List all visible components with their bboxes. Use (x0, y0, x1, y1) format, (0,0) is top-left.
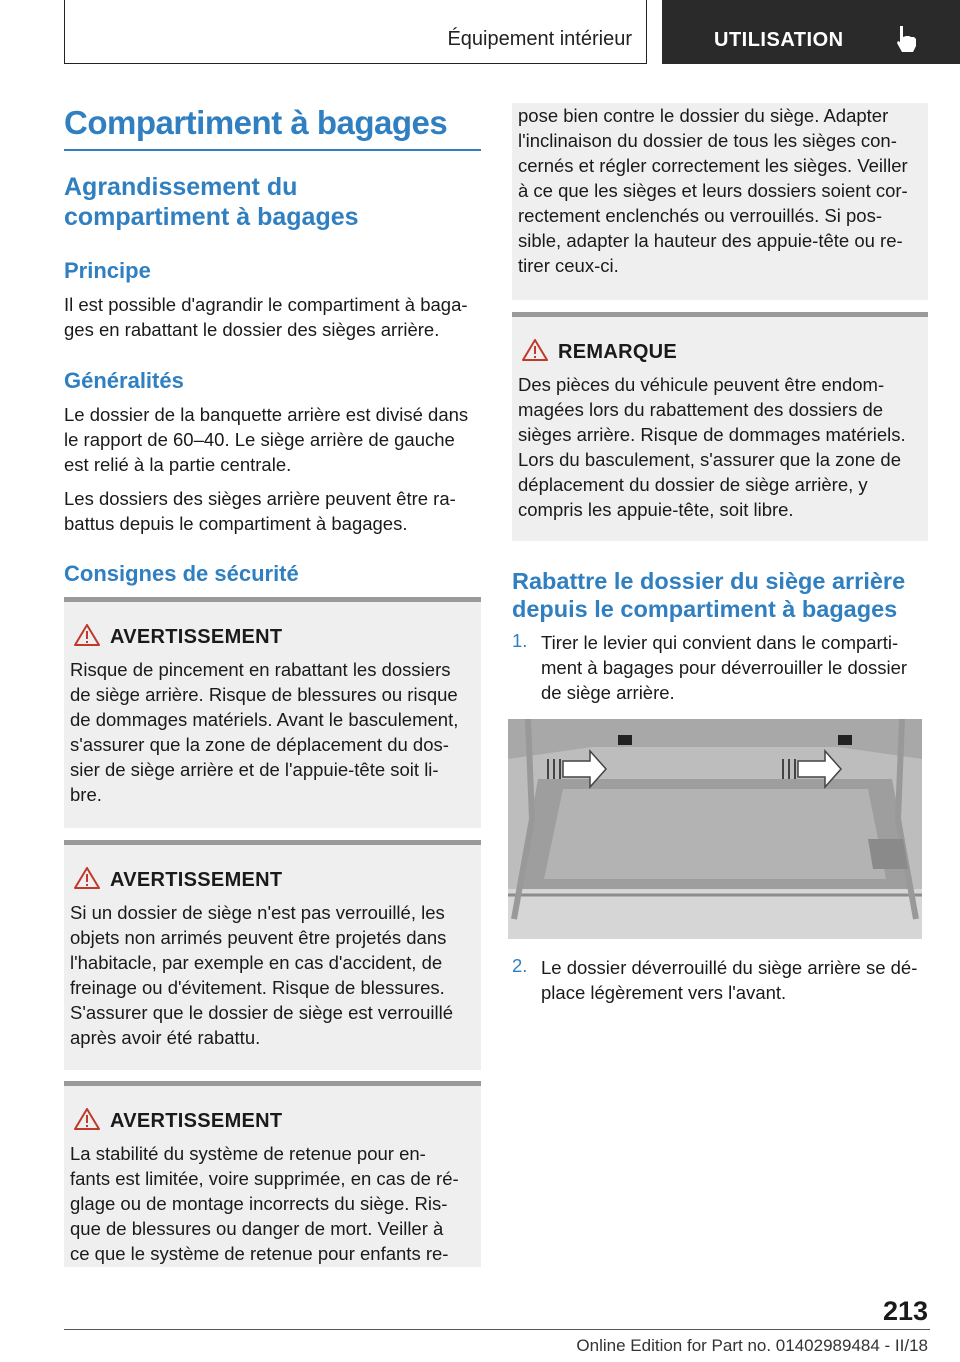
section-heading-enlarge (64, 172, 359, 232)
text-line: de dommages matériels. Avant le basculement, (70, 709, 459, 730)
text-line: s'assurer que la zone de déplacement du dos- (70, 734, 449, 755)
warning-text-continued (518, 103, 908, 278)
text-line: Lors du basculement, s'assurer que la zone de (518, 449, 902, 470)
warning-title: AVERTISSEMENT (110, 1110, 283, 1132)
warning-box-bar (64, 840, 481, 845)
paragraph-principe (64, 292, 468, 342)
text-line: glage ou de montage incorrects du siège. Ris- (70, 1193, 448, 1214)
subheading-generalites: Généralités (64, 368, 184, 393)
warning-box (64, 840, 481, 1070)
text-line: à ce que les sièges et leurs dossiers soient cor- (518, 180, 908, 201)
text-line: Le dossier de la banquette arrière est divisé dans (64, 404, 469, 425)
text-line: objets non arrimés peuvent être projetés dans (70, 927, 447, 948)
section-heading-fold (512, 567, 905, 623)
text-line: Si un dossier de siège n'est pas verrouillé, les (70, 902, 445, 923)
subheading-consignes: Consignes de sécurité (64, 561, 299, 586)
step-number: 2. (512, 955, 528, 976)
text-line: Tirer le levier qui convient dans le comparti- (541, 632, 899, 653)
text-line: battus depuis le compartiment à bagages. (64, 513, 408, 534)
text-line: sièges arrière. Risque de dommages matériels. (518, 424, 906, 445)
warning-triangle-icon (74, 1108, 100, 1130)
warning-continuation-box (512, 103, 928, 300)
page-number: 213 (882, 1296, 928, 1326)
text-line: après avoir été rabattu. (70, 1027, 261, 1048)
text-line: ce que le système de retenue pour enfants re- (70, 1243, 449, 1264)
warning-text (70, 1141, 459, 1266)
warning-title: AVERTISSEMENT (110, 869, 283, 891)
text-line: tirer ceux-ci. (518, 255, 619, 276)
text-line: de siège arrière. Risque de blessures ou risque (70, 684, 458, 705)
text-line: ges en rabattant le dossier des sièges arrière. (64, 319, 440, 340)
warning-triangle-icon (74, 867, 100, 889)
text-line: Les dossiers des sièges arrière peuvent être ra- (64, 488, 456, 509)
warning-box-bar (64, 597, 481, 602)
subheading-principe: Principe (64, 258, 151, 283)
text-line: freinage ou d'évitement. Risque de blessures. (70, 977, 445, 998)
heading-line: Rabattre le dossier du siège arrière (512, 568, 906, 594)
header-chapter-title: UTILISATION (714, 29, 844, 51)
header-section-box (64, 0, 647, 64)
notice-box (512, 312, 928, 541)
text-line: Le dossier déverrouillé du siège arrière se dé- (541, 957, 918, 978)
header-chapter-tab (662, 0, 960, 64)
step-text (541, 955, 917, 1005)
text-line: rectement enclenchés ou verrouillés. Si pos- (518, 205, 883, 226)
text-line: sible, adapter la hauteur des appuie-tête ou re- (518, 230, 903, 251)
text-line: compris les appuie-tête, soit libre. (518, 499, 794, 520)
paragraph-generalites-1 (64, 402, 468, 477)
text-line: est relié à la partie centrale. (64, 454, 292, 475)
notice-text (518, 372, 906, 522)
step-number: 1. (512, 630, 528, 651)
trunk-illustration (508, 719, 922, 939)
page-title: Compartiment à bagages (64, 104, 448, 141)
footer-edition: Online Edition for Part no. 01402989484 - II/18 (576, 1336, 928, 1355)
notice-triangle-icon (522, 339, 548, 361)
text-line: ment à bagages pour déverrouiller le dossier (541, 657, 908, 678)
warning-box (64, 1081, 481, 1267)
footer-rule (64, 1329, 930, 1330)
trunk-illustration-drawing (508, 719, 922, 939)
text-line: La stabilité du système de retenue pour en- (70, 1143, 426, 1164)
warning-title: AVERTISSEMENT (110, 626, 283, 648)
text-line: le rapport de 60–40. Le siège arrière de gauche (64, 429, 455, 450)
notice-title: REMARQUE (558, 341, 678, 363)
title-rule (64, 149, 481, 151)
text-line: Des pièces du véhicule peuvent être endom- (518, 374, 885, 395)
text-line: l'habitacle, par exemple en cas d'accident, de (70, 952, 443, 973)
text-line: déplacement du dossier de siège arrière, y (518, 474, 868, 495)
heading-line: depuis le compartiment à bagages (512, 596, 898, 622)
text-line: sier de siège arrière et de l'appuie-tête soit li- (70, 759, 439, 780)
warning-text (70, 657, 458, 807)
warning-box-bar (64, 1081, 481, 1086)
heading-line: compartiment à bagages (64, 203, 359, 231)
text-line: de siège arrière. (541, 682, 675, 703)
warning-text (70, 900, 453, 1050)
warning-triangle-icon (74, 624, 100, 646)
notice-box-bar (512, 312, 928, 317)
text-line: Il est possible d'agrandir le compartiment à baga- (64, 294, 468, 315)
heading-line: Agrandissement du (64, 173, 298, 201)
pointing-hand-icon (894, 24, 918, 54)
text-line: pose bien contre le dossier du siège. Adapter (518, 105, 889, 126)
header-section-title: Équipement intérieur (447, 28, 632, 50)
step-text (541, 630, 907, 705)
text-line: fants est limitée, voire supprimée, en cas de ré- (70, 1168, 459, 1189)
warning-box (64, 597, 481, 828)
text-line: que de blessures ou danger de mort. Veiller à (70, 1218, 444, 1239)
paragraph-generalites-2 (64, 486, 456, 536)
text-line: magées lors du rabattement des dossiers de (518, 399, 884, 420)
text-line: S'assurer que le dossier de siège est verrouillé (70, 1002, 453, 1023)
text-line: Risque de pincement en rabattant les dossiers (70, 659, 451, 680)
text-line: bre. (70, 784, 102, 805)
text-line: place légèrement vers l'avant. (541, 982, 787, 1003)
text-line: l'inclinaison du dossier de tous les sièges con- (518, 130, 897, 151)
text-line: cernés et régler correctement les sièges. Veiller (518, 155, 908, 176)
